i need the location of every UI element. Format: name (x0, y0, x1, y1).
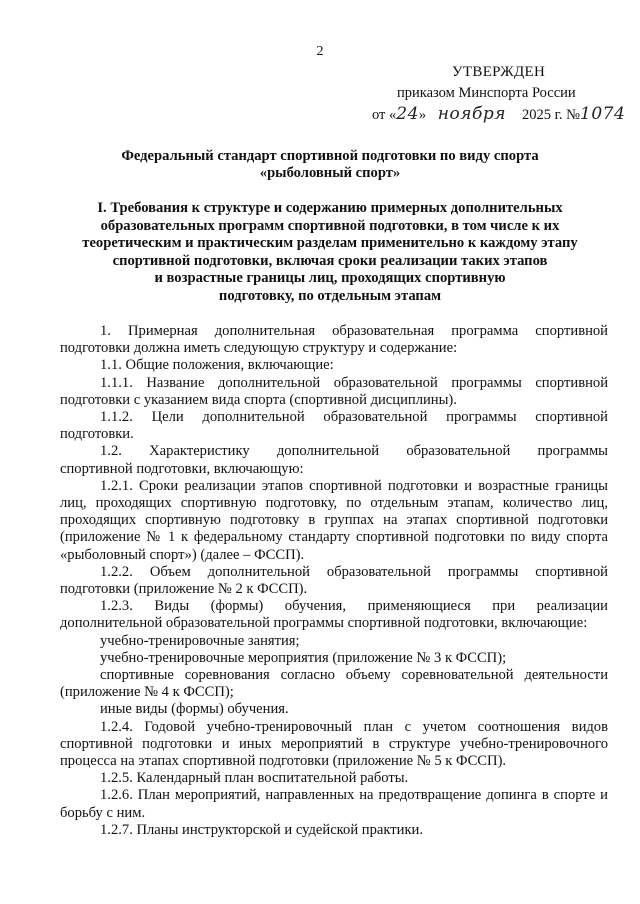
date-mid: » (418, 107, 427, 123)
section-heading-line: образовательных программ спортивной подготовки, в том числе к их (100, 217, 560, 234)
document-body (60, 323, 608, 839)
approval-order-line: приказом Минспорта России (397, 85, 576, 101)
approval-stamp-title: УТВЕРЖДЕН (452, 64, 546, 80)
handwritten-number: 1074 (580, 104, 626, 124)
paragraph-1-2-6: 1.2.6. План мероприятий, направленных на предотвращение допинга в спорте и борьбу с ним. (60, 787, 608, 821)
paragraph-1-2-3-line-1: 1.2.3. Виды (формы) обучения, применяющиеся при реализации (100, 598, 608, 615)
paragraph-1-line-1: 1. Примерная дополнительная образовательная программа спортивной (100, 323, 608, 339)
date-prefix: от « (372, 107, 397, 123)
paragraph-1-1-2-line-2: подготовки. (60, 426, 134, 443)
paragraph-1-2-4: 1.2.4. Годовой учебно-тренировочный план с учетом соотношения видов спортивной подготовки и иных мероприятий в структуре учебно-тренировочного процесса на этапах спортивной подготовки (приложение № 5 к ФССП). (60, 718, 608, 770)
handwritten-month: ноября (437, 104, 506, 124)
paragraph-1-2-5: 1.2.5. Календарный план воспитательной работы. (100, 770, 409, 787)
paragraph-1-line-2: подготовки должна иметь следующую структуру и содержание: (60, 340, 458, 357)
section-heading-line: I. Требования к структуре и содержанию примерных дополнительных (97, 200, 563, 216)
date-year: 2025 г. № (522, 107, 581, 123)
paragraph-1-2-line-1: 1.2. Характеристику дополнительной образовательной программы (100, 443, 608, 460)
paragraph-1-2-2-line-2: подготовки (приложение № 2 к ФССП). (60, 581, 308, 598)
title-line: Федеральный стандарт спортивной подготовки по виду спорта (121, 148, 539, 164)
paragraph-1-1-1-line-2: подготовки с указанием вида спорта (спортивной дисциплины). (60, 391, 457, 408)
paragraph-1-1-1-line-1: 1.1.1. Название дополнительной образовательной программы спортивной (100, 374, 608, 391)
paragraph-1-2-1: 1.2.1. Сроки реализации этапов спортивной подготовки и возрастные границы лиц, проходящих спортивную подготовку, по отдельным этапам, количество лиц, проходящих спортивную подготовку в группах на этапах спортивной подготовки (приложение № 1 к федеральному стандарту спортивной подготовки по виду спорта «рыболовный спорт») (далее – ФССП). (60, 477, 608, 563)
handwritten-day: 24 (396, 104, 419, 124)
document-title (60, 148, 600, 182)
paragraph-1-2-3-line-2: дополнительной образовательной программы спортивной подготовки, включающие: (60, 615, 588, 632)
list-item-line-1: спортивные соревнования согласно объему соревновательной деятельности (100, 667, 608, 684)
approval-date-line (372, 104, 625, 124)
paragraph-1-2-7: 1.2.7. Планы инструкторской и судейской практики. (100, 821, 423, 838)
section-heading-line: спортивной подготовки, включая сроки реализации таких этапов (112, 252, 548, 269)
paragraph-1-1-2-line-1: 1.1.2. Цели дополнительной образовательной программы спортивной (100, 409, 608, 426)
paragraph-1-2-2-line-1: 1.2.2. Объем дополнительной образовательной программы спортивной (100, 563, 608, 580)
section-heading-line: и возрастные границы лиц, проходящих спортивную (154, 270, 506, 287)
list-item: учебно-тренировочные занятия; (100, 632, 300, 649)
list-item: учебно-тренировочные мероприятия (приложение № 3 к ФССП); (100, 649, 507, 666)
paragraph-1-1: 1.1. Общие положения, включающие: (100, 357, 334, 374)
list-item: иные виды (формы) обучения. (100, 701, 289, 718)
page-number: 2 (316, 44, 324, 59)
section-heading-line: теоретическим и практическим разделам применительно к каждому этапу (82, 235, 578, 252)
paragraph-1-2-line-2: спортивной подготовки, включающую: (60, 460, 304, 477)
list-item-line-2: (приложение № 4 к ФССП); (60, 684, 234, 701)
title-line: «рыболовный спорт» (259, 165, 401, 181)
section-heading (60, 200, 600, 306)
section-heading-line: подготовку, по отдельным этапам (218, 287, 442, 304)
